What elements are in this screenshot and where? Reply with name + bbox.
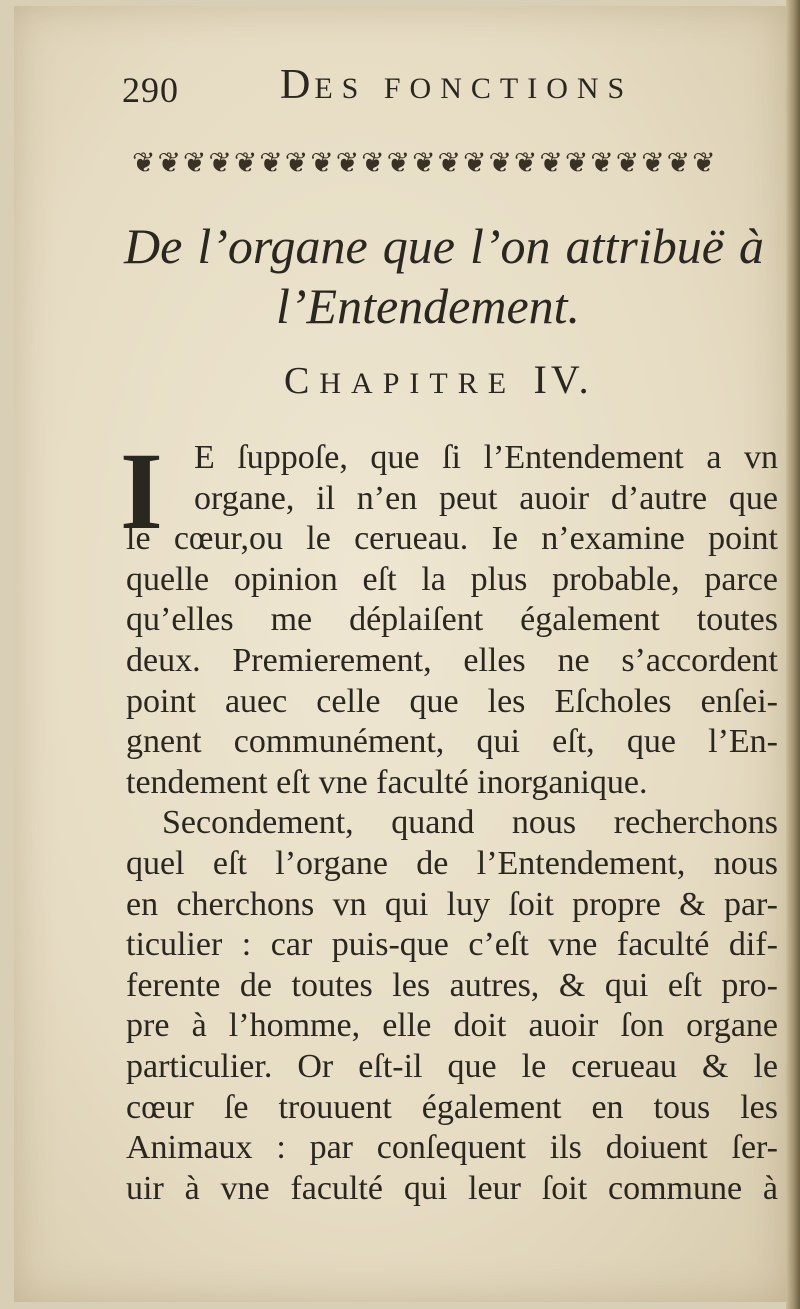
text-line: ticulier : car puis-que c’eſt vne faculté dif- bbox=[126, 926, 778, 964]
text-line: en cherchons vn qui luy ſoit propre & par- bbox=[126, 885, 778, 923]
chapter-heading-capital: C bbox=[284, 360, 320, 402]
book-spine-edge bbox=[786, 0, 800, 1309]
text-line: Secondement, quand nous recherchons bbox=[162, 804, 778, 842]
section-title bbox=[124, 216, 764, 336]
page-header bbox=[122, 61, 682, 111]
text-line: uir à vne faculté qui leur ſoit commune à bbox=[126, 1169, 778, 1207]
text-line: ferente de toutes les autres, & qui eſt pro- bbox=[126, 966, 778, 1004]
decorative-ornament-band: ❦❦❦❦❦❦❦❦❦❦❦❦❦❦❦❦❦❦❦❦❦❦❦ bbox=[132, 146, 718, 179]
chapter-heading bbox=[284, 356, 704, 403]
text-line: gnent communément, qui eſt, que l’En- bbox=[126, 723, 778, 761]
book-page bbox=[14, 6, 786, 1302]
text-line: pre à l’homme, elle doit auoir ſon organe bbox=[126, 1007, 778, 1045]
text-line: tendement eſt vne faculté inorganique. bbox=[126, 763, 648, 801]
text-line: qu’elles me déplaiſent également toutes bbox=[126, 601, 778, 639]
running-head-capital: D bbox=[280, 62, 315, 108]
text-line: le cœur,ou le cerueau. Ie n’examine point bbox=[126, 520, 778, 558]
text-line: particulier. Or eſt-il que le cerueau & le bbox=[126, 1047, 778, 1085]
text-line: point auec celle que les Eſcholes enſei- bbox=[126, 682, 778, 720]
drop-capital: I bbox=[120, 430, 163, 552]
body-text bbox=[126, 438, 778, 1209]
text-line: E ſuppoſe, que ſi l’Entendement a vn bbox=[194, 439, 778, 476]
text-line: quel eſt l’organe de l’Entendement, nous bbox=[126, 844, 778, 882]
page-number: 290 bbox=[122, 70, 179, 110]
chapter-heading-text: HAPITRE bbox=[319, 367, 517, 400]
text-line: deux. Premierement, elles ne s’accordent bbox=[126, 641, 778, 679]
section-title-line-1: De l’organe que l’on attribuë à bbox=[124, 218, 764, 274]
section-title-line-2: l’Entendement. bbox=[276, 278, 581, 334]
running-head bbox=[280, 61, 633, 109]
text-line: cœur ſe trouuent également en tous les bbox=[126, 1088, 778, 1126]
text-line: organe, il n’en peut auoir d’autre que bbox=[194, 479, 778, 517]
text-line: quelle opinion eſt la plus probable, parce bbox=[126, 560, 778, 598]
running-head-text: ES FONCTIONS bbox=[314, 72, 634, 105]
chapter-number: IV. bbox=[533, 357, 593, 402]
text-line: Animaux : par conſequent ils doiuent ſer- bbox=[126, 1129, 778, 1167]
